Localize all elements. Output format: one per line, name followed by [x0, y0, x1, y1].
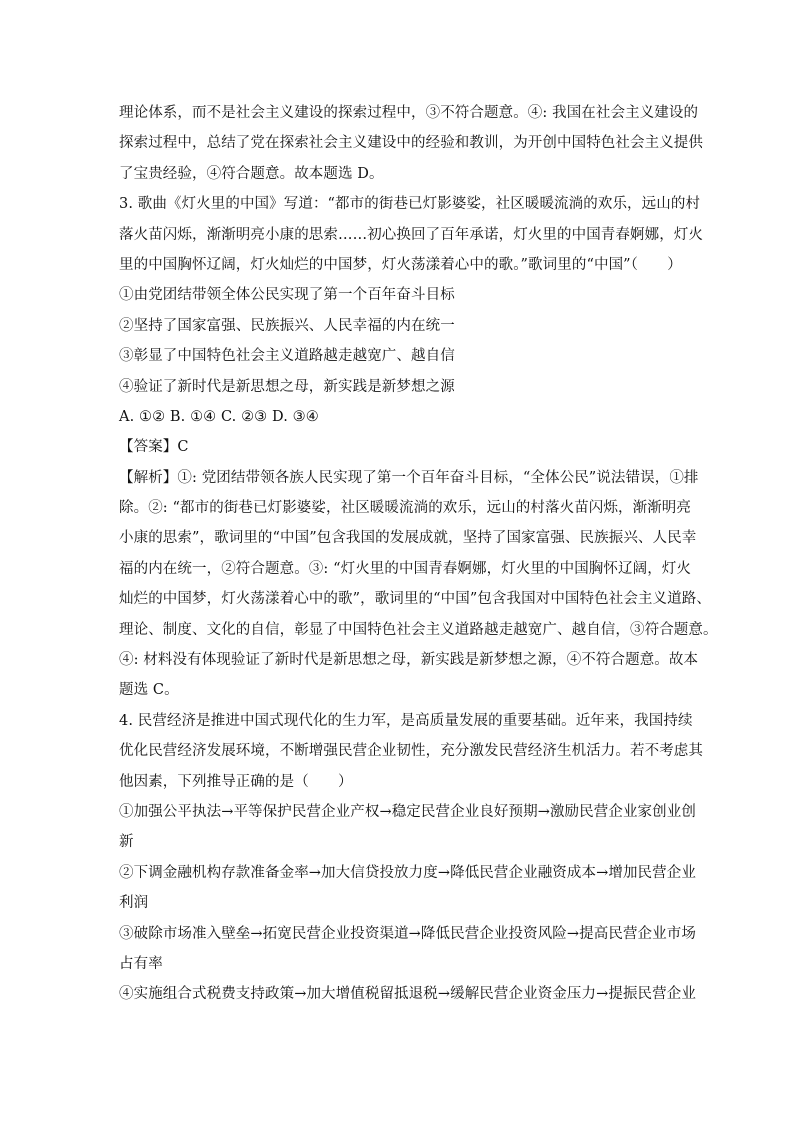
text-line: 福的内在统一，②符合题意。③: “灯火里的中国青春婀娜，灯火里的中国胸怀辽阔，灯火 [119, 560, 692, 577]
text-line: 优化民营经济发展环境，不断增强民营企业韧性，充分激发民营经济生机活力。若不考虑其 [119, 743, 703, 760]
text-line: 利润 [119, 895, 149, 912]
option-2: ②坚持了国家富强、民族振兴、人民幸福的内在统一 [119, 317, 455, 334]
text-line: 落火苗闪烁，渐渐明亮小康的思索……初心换回了百年承诺，灯火里的中国青春婀娜，灯火 [119, 226, 703, 243]
question-3-stem: 3. 歌曲《灯火里的中国》写道：“都市的街巷已灯影婆娑，社区暖暖流淌的欢乐，远山的村 [119, 196, 701, 213]
text-line: 小康的思索”，歌词里的“中国”包含我国的发展成就，坚持了国家富强、民族振兴、人民幸 [119, 530, 697, 547]
option-4: ④实施组合式税费支持政策→加大增值税留抵退税→缓解民营企业资金压力→提振民营企业 [119, 986, 696, 1003]
document-page [119, 98, 718, 1010]
text-line: 新 [119, 834, 134, 851]
text-line: 了宝贵经验，④符合题意。故本题选 D。 [119, 165, 384, 182]
option-2: ②下调金融机构存款准备金率→加大信贷投放力度→降低民营企业融资成本→增加民营企业 [119, 864, 696, 881]
analysis-text: 【解析】①: 党团结带领各族人民实现了第一个百年奋斗目标，“全体公民”说法错误，①排 [119, 469, 699, 486]
answer-label: 【答案】C [119, 439, 189, 456]
text-line: 他因素，下列推导正确的是（ ） [119, 773, 353, 790]
text-line: 除。②: “都市的街巷已灯影婆娑，社区暖暖流淌的欢乐，远山的村落火苗闪烁，渐渐明亮 [119, 500, 692, 517]
text-line: ④: 材料没有体现验证了新时代是新思想之母，新实践是新梦想之源，④不符合题意。故本 [119, 652, 699, 669]
option-3: ③彰显了中国特色社会主义道路越走越宽广、越自信 [119, 348, 455, 365]
text-line: 占有率 [119, 955, 163, 972]
text-line: 理论、制度、文化的自信，彰显了中国特色社会主义道路越走越宽广、越自信，③符合题意。 [119, 621, 718, 638]
option-4: ④验证了新时代是新思想之母，新实践是新梦想之源 [119, 378, 455, 395]
question-4-stem: 4. 民营经济是推进中国式现代化的生力军，是高质量发展的重要基础。近年来，我国持续 [119, 712, 693, 729]
text-line: 灿烂的中国梦，灯火荡漾着心中的歌”，歌词里的“中国”包含我国对中国特色社会主义道路、 [119, 591, 711, 608]
text-line: 理论体系，而不是社会主义建设的探索过程中，③不符合题意。④: 我国在社会主义建设的 [119, 105, 699, 121]
answer-choices: A. ①② B. ①④ C. ②③ D. ③④ [119, 408, 319, 425]
text-line: 题选 C。 [119, 682, 179, 699]
option-3: ③破除市场准入壁垒→拓宽民营企业投资渠道→降低民营企业投资风险→提高民营企业市场 [119, 925, 696, 942]
option-1: ①由党团结带领全体公民实现了第一个百年奋斗目标 [119, 287, 455, 304]
text-line: 探索过程中，总结了党在探索社会主义建设中的经验和教训，为开创中国特色社会主义提供 [119, 135, 703, 152]
option-1: ①加强公平执法→平等保护民营企业产权→稳定民营企业良好预期→激励民营企业家创业创 [119, 803, 696, 820]
text-line: 里的中国胸怀辽阔，灯火灿烂的中国梦，灯火荡漾着心中的歌。”歌词里的“中国”（ ） [119, 256, 682, 273]
